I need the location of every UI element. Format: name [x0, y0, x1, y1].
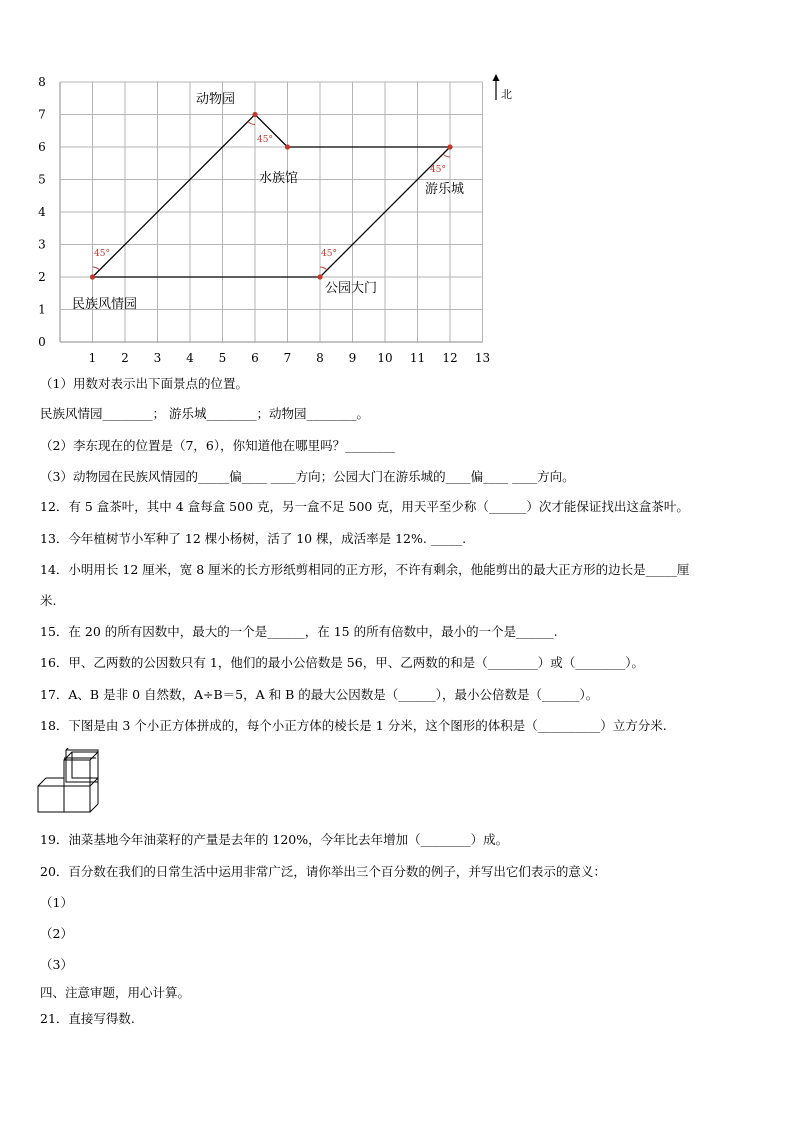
- question-17: 17．A、B 是非 0 自然数，A÷B＝5，A 和 B 的最大公因数是（______），最小公倍数是（______）。: [40, 687, 599, 702]
- label-amusement: 游乐城: [425, 182, 465, 197]
- y-tick-label: 8: [38, 75, 46, 89]
- y-tick-label: 4: [38, 205, 46, 219]
- north-label: 北: [501, 88, 512, 101]
- part3-question: （3）动物园在民族风情园的_____偏____ ____方向；公园大门在游乐城的____偏____ ____方向。: [40, 469, 575, 484]
- x-tick-label: 4: [186, 351, 194, 365]
- part1-answer-line: 民族风情园________； 游乐城________；动物园________。: [40, 406, 369, 421]
- question-14: 14．小明用长 12 厘米，宽 8 厘米的长方形纸剪相同的正方形，不许有剩余，他能剪出的最大正方形的边长是_____厘: [40, 562, 690, 577]
- question-15: 15．在 20 的所有因数中，最大的一个是______，在 15 的所有倍数中，最小的一个是______.: [40, 624, 558, 639]
- x-tick-label: 11: [409, 351, 426, 365]
- angle-arc-gate: [320, 267, 327, 270]
- question-16: 16．甲、乙两数的公因数只有 1，他们的最小公倍数是 56，甲、乙两数的和是（________）或（________）。: [40, 655, 644, 670]
- question-14-cont: 米.: [40, 593, 57, 608]
- y-tick-label: 3: [38, 237, 46, 252]
- place-dot: [317, 274, 322, 279]
- angle-label-zoo: 45°: [257, 135, 273, 145]
- place-dot: [447, 144, 452, 149]
- x-tick-label: 5: [218, 351, 227, 365]
- x-tick-label: 8: [316, 351, 324, 365]
- angle-label-gate: 45°: [321, 249, 337, 259]
- part2-question: （2）李东现在的位置是（7，6），你知道他在哪里吗？________: [40, 438, 396, 453]
- question-18: 18．下图是由 3 个小正方体拼成的，每个小正方体的棱长是 1 分米，这个图形的体积是（__________）立方分米.: [40, 718, 667, 733]
- y-tick-label: 5: [38, 172, 46, 187]
- question-21: 21．直接写得数.: [40, 1011, 135, 1026]
- angle-label-amusement: 45°: [430, 165, 446, 175]
- y-tick-label: 1: [38, 302, 46, 317]
- label-zoo: 动物园: [196, 92, 236, 107]
- x-tick-label: 1: [88, 351, 97, 365]
- label-aquarium: 水族馆: [259, 171, 299, 186]
- question-20-item-3: （3）: [40, 957, 73, 972]
- place-dot: [252, 112, 257, 117]
- angle-label-ethnic: 45°: [94, 249, 110, 259]
- question-19: 19．油菜基地今年油菜籽的产量是去年的 120%，今年比去年增加（________）成。: [40, 832, 509, 847]
- place-dot: [285, 144, 290, 149]
- angle-arc-amusement: [443, 154, 450, 157]
- tick-labels: [38, 75, 490, 365]
- label-park-gate: 公园大门: [325, 281, 378, 296]
- question-20-item-2: （2）: [40, 926, 73, 941]
- x-tick-label: 12: [442, 351, 458, 365]
- coordinate-grid-figure: [20, 70, 540, 370]
- label-ethnic-park: 民族风情园: [72, 297, 138, 312]
- x-tick-label: 6: [251, 351, 259, 365]
- x-tick-label: 10: [377, 351, 393, 365]
- y-tick-label: 7: [38, 107, 46, 122]
- y-tick-label: 0: [38, 335, 46, 349]
- question-20-item-1: （1）: [40, 895, 73, 910]
- angle-arc-zoo: [248, 122, 255, 125]
- question-20: 20．百分数在我们的日常生活中运用非常广泛，请你举出三个百分数的例子，并写出它们表示的意义：: [40, 864, 606, 879]
- angle-arc-ethnic: [93, 267, 100, 270]
- north-arrow-icon: [493, 74, 500, 100]
- x-tick-label: 3: [153, 351, 162, 365]
- x-tick-label: 13: [474, 351, 491, 365]
- x-tick-label: 7: [283, 351, 292, 365]
- place-dot: [90, 274, 95, 279]
- y-tick-label: 2: [38, 270, 46, 284]
- section-4-heading: 四、注意审题，用心计算。: [40, 985, 191, 1000]
- question-12: 12．有 5 盒茶叶，其中 4 盒每盒 500 克，另一盒不足 500 克，用天平至少称（______）次才能保证找出这盒茶叶。: [40, 499, 689, 514]
- x-tick-label: 9: [348, 351, 357, 365]
- three-cubes-figure: [36, 748, 108, 818]
- question-13: 13．今年植树节小军种了 12 棵小杨树，活了 10 棵，成活率是 12%. _____.: [40, 531, 467, 546]
- x-tick-label: 2: [121, 351, 129, 365]
- part1-instruction: （1）用数对表示出下面景点的位置。: [40, 376, 248, 391]
- y-tick-label: 6: [38, 140, 46, 154]
